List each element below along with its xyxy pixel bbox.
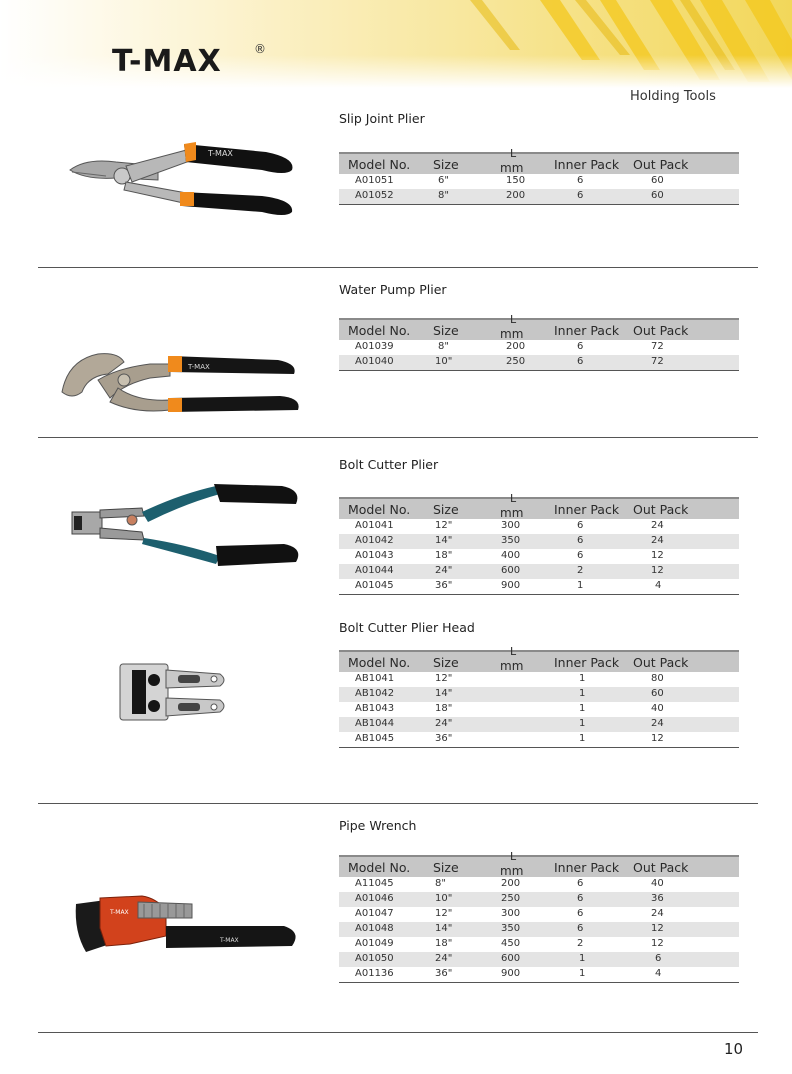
- cell-model: A01050: [355, 953, 394, 964]
- brand-logo: [112, 44, 272, 94]
- table-row: [339, 355, 739, 370]
- cell-out: 12: [651, 565, 664, 576]
- water-pump-plier-image: [58, 340, 304, 420]
- table-row: [339, 519, 739, 534]
- table-row: [339, 534, 739, 549]
- table-row: [339, 340, 739, 355]
- cell-model: AB1041: [355, 673, 395, 684]
- cell-size: 24": [435, 718, 453, 729]
- table-water-pump-plier: [339, 313, 739, 371]
- footer-divider: [38, 1032, 758, 1033]
- cell-out: 72: [651, 356, 664, 367]
- brand-logo-text: T-MAX: [112, 44, 222, 79]
- cell-inner: 6: [577, 190, 584, 201]
- cell-mm: 350: [501, 923, 521, 934]
- cell-mm: 250: [506, 356, 526, 367]
- cell-size: 18": [435, 550, 453, 561]
- cell-size: 18": [435, 938, 453, 949]
- col-size: Size: [433, 323, 459, 338]
- table-row: [339, 174, 739, 189]
- registered-mark: ®: [254, 42, 266, 56]
- cell-out: 12: [651, 550, 664, 561]
- table-row: [339, 579, 739, 594]
- cell-size: 8": [438, 341, 449, 352]
- table-row: [339, 549, 739, 564]
- section-divider: [38, 437, 758, 438]
- cell-model: A01041: [355, 520, 394, 531]
- table-row: [339, 189, 739, 204]
- col-size: Size: [433, 502, 459, 517]
- col-length-unit: mm: [500, 864, 524, 878]
- cell-size: 6": [438, 175, 449, 186]
- cell-size: 14": [435, 923, 453, 934]
- cell-out: 60: [651, 175, 664, 186]
- cell-inner: 1: [579, 953, 586, 964]
- bolt-cutter-head-image: [118, 658, 228, 726]
- cell-out: 4: [655, 968, 662, 979]
- cell-inner: 1: [579, 673, 586, 684]
- cell-out: 36: [651, 893, 664, 904]
- cell-inner: 6: [577, 923, 584, 934]
- cell-size: 14": [435, 535, 453, 546]
- cell-out: 4: [655, 580, 662, 591]
- cell-inner: 1: [579, 733, 586, 744]
- col-model: Model No.: [348, 323, 411, 338]
- section-divider: [38, 803, 758, 804]
- svg-text:T-MAX: T-MAX: [208, 149, 233, 158]
- cell-out: 24: [651, 908, 664, 919]
- table-row: [339, 687, 739, 702]
- section-title-slip-joint-plier: Slip Joint Plier: [339, 111, 425, 126]
- cell-inner: 6: [577, 908, 584, 919]
- cell-size: 24": [435, 953, 453, 964]
- cell-model: A01043: [355, 550, 394, 561]
- cell-mm: 200: [506, 190, 526, 201]
- cell-size: 18": [435, 703, 453, 714]
- table-header: [339, 313, 739, 341]
- cell-size: 14": [435, 688, 453, 699]
- cell-size: 8": [438, 190, 449, 201]
- cell-model: A11045: [355, 878, 394, 889]
- cell-inner: 1: [579, 968, 586, 979]
- section-title-bolt-cutter-plier: Bolt Cutter Plier: [339, 457, 439, 472]
- cell-size: 10": [435, 893, 453, 904]
- cell-inner: 1: [579, 688, 586, 699]
- col-model: Model No.: [348, 655, 411, 670]
- cell-mm: 200: [506, 341, 526, 352]
- cell-model: A01136: [355, 968, 394, 979]
- col-model: Model No.: [348, 860, 411, 875]
- col-out-pack: Out Pack: [633, 860, 689, 875]
- col-out-pack: Out Pack: [633, 502, 689, 517]
- col-out-pack: Out Pack: [633, 655, 689, 670]
- cell-mm: 600: [501, 565, 521, 576]
- cell-inner: 6: [577, 893, 584, 904]
- cell-size: 12": [435, 673, 453, 684]
- col-inner-pack: Inner Pack: [554, 655, 620, 670]
- cell-inner: 1: [579, 703, 586, 714]
- svg-text:T-MAX: T-MAX: [220, 937, 239, 944]
- table-row: [339, 877, 739, 892]
- bolt-cutter-plier-image: [70, 482, 302, 576]
- table-row: [339, 907, 739, 922]
- col-out-pack: Out Pack: [633, 157, 689, 172]
- col-inner-pack: Inner Pack: [554, 323, 620, 338]
- cell-model: AB1044: [355, 718, 395, 729]
- cell-size: 36": [435, 733, 453, 744]
- cell-inner: 6: [577, 175, 584, 186]
- table-row: [339, 732, 739, 747]
- cell-model: A01051: [355, 175, 394, 186]
- cell-mm: 450: [501, 938, 521, 949]
- table-row: [339, 564, 739, 579]
- col-length-unit: mm: [500, 161, 524, 175]
- cell-out: 12: [651, 938, 664, 949]
- cell-mm: 900: [501, 580, 521, 591]
- section-title-water-pump-plier: Water Pump Plier: [339, 282, 447, 297]
- section-divider: [38, 267, 758, 268]
- cell-out: 60: [651, 688, 664, 699]
- page-number: 10: [724, 1040, 744, 1058]
- cell-model: AB1042: [355, 688, 395, 699]
- table-row: [339, 672, 739, 687]
- cell-inner: 6: [577, 550, 584, 561]
- cell-mm: 200: [501, 878, 521, 889]
- col-length-symbol: L: [510, 313, 517, 326]
- cell-model: A01052: [355, 190, 394, 201]
- col-length-unit: mm: [500, 506, 524, 520]
- cell-model: A01049: [355, 938, 394, 949]
- cell-size: 10": [435, 356, 453, 367]
- table-bolt-cutter-plier: [339, 492, 739, 595]
- cell-mm: 350: [501, 535, 521, 546]
- cell-inner: 6: [577, 341, 584, 352]
- cell-model: A01040: [355, 356, 394, 367]
- cell-model: AB1045: [355, 733, 395, 744]
- table-row: [339, 892, 739, 907]
- cell-inner: 1: [577, 580, 584, 591]
- slip-joint-plier-image: [66, 136, 298, 226]
- cell-out: 72: [651, 341, 664, 352]
- cell-inner: 6: [577, 520, 584, 531]
- cell-size: 24": [435, 565, 453, 576]
- cell-mm: 250: [501, 893, 521, 904]
- cell-size: 36": [435, 580, 453, 591]
- cell-size: 12": [435, 520, 453, 531]
- col-length-unit: mm: [500, 327, 524, 341]
- table-bolt-cutter-plier-head: [339, 645, 739, 748]
- col-model: Model No.: [348, 157, 411, 172]
- svg-text:T-MAX: T-MAX: [110, 909, 129, 916]
- cell-mm: 400: [501, 550, 521, 561]
- cell-mm: 600: [501, 953, 521, 964]
- col-model: Model No.: [348, 502, 411, 517]
- section-title-bolt-cutter-plier-head: Bolt Cutter Plier Head: [339, 620, 475, 635]
- cell-inner: 6: [577, 878, 584, 889]
- cell-inner: 1: [579, 718, 586, 729]
- table-pipe-wrench: [339, 850, 739, 983]
- section-title-pipe-wrench: Pipe Wrench: [339, 818, 417, 833]
- cell-out: 12: [651, 733, 664, 744]
- table-row: [339, 702, 739, 717]
- cell-inner: 2: [577, 938, 584, 949]
- cell-mm: 300: [501, 908, 521, 919]
- col-length-symbol: L: [510, 850, 517, 863]
- col-length-symbol: L: [510, 147, 517, 160]
- cell-out: 60: [651, 190, 664, 201]
- col-inner-pack: Inner Pack: [554, 860, 620, 875]
- cell-size: 36": [435, 968, 453, 979]
- col-out-pack: Out Pack: [633, 323, 689, 338]
- cell-out: 40: [651, 703, 664, 714]
- category-label: Holding Tools: [630, 89, 716, 104]
- cell-model: A01047: [355, 908, 394, 919]
- table-row: [339, 717, 739, 732]
- cell-model: A01045: [355, 580, 394, 591]
- cell-out: 6: [655, 953, 662, 964]
- cell-inner: 6: [577, 356, 584, 367]
- cell-model: A01042: [355, 535, 394, 546]
- table-header: [339, 645, 739, 673]
- cell-model: A01044: [355, 565, 394, 576]
- cell-out: 24: [651, 718, 664, 729]
- col-size: Size: [433, 157, 459, 172]
- cell-model: AB1043: [355, 703, 395, 714]
- col-length-symbol: L: [510, 645, 517, 658]
- cell-inner: 2: [577, 565, 584, 576]
- cell-size: 8": [435, 878, 446, 889]
- cell-out: 24: [651, 535, 664, 546]
- table-slip-joint-plier: [339, 147, 739, 205]
- cell-mm: 300: [501, 520, 521, 531]
- col-length-unit: mm: [500, 659, 524, 673]
- col-inner-pack: Inner Pack: [554, 157, 620, 172]
- col-size: Size: [433, 655, 459, 670]
- svg-text:T-MAX: T-MAX: [188, 363, 210, 371]
- table-row: [339, 937, 739, 952]
- table-row: [339, 967, 739, 982]
- cell-out: 40: [651, 878, 664, 889]
- cell-out: 12: [651, 923, 664, 934]
- cell-inner: 6: [577, 535, 584, 546]
- cell-out: 24: [651, 520, 664, 531]
- table-header: [339, 147, 739, 175]
- cell-out: 80: [651, 673, 664, 684]
- table-header: [339, 850, 739, 878]
- cell-model: A01039: [355, 341, 394, 352]
- col-size: Size: [433, 860, 459, 875]
- cell-size: 12": [435, 908, 453, 919]
- table-header: [339, 492, 739, 520]
- table-row: [339, 952, 739, 967]
- pipe-wrench-image: [70, 892, 302, 962]
- cell-model: A01048: [355, 923, 394, 934]
- cell-mm: 900: [501, 968, 521, 979]
- col-inner-pack: Inner Pack: [554, 502, 620, 517]
- cell-mm: 150: [506, 175, 526, 186]
- col-length-symbol: L: [510, 492, 517, 505]
- cell-model: A01046: [355, 893, 394, 904]
- table-row: [339, 922, 739, 937]
